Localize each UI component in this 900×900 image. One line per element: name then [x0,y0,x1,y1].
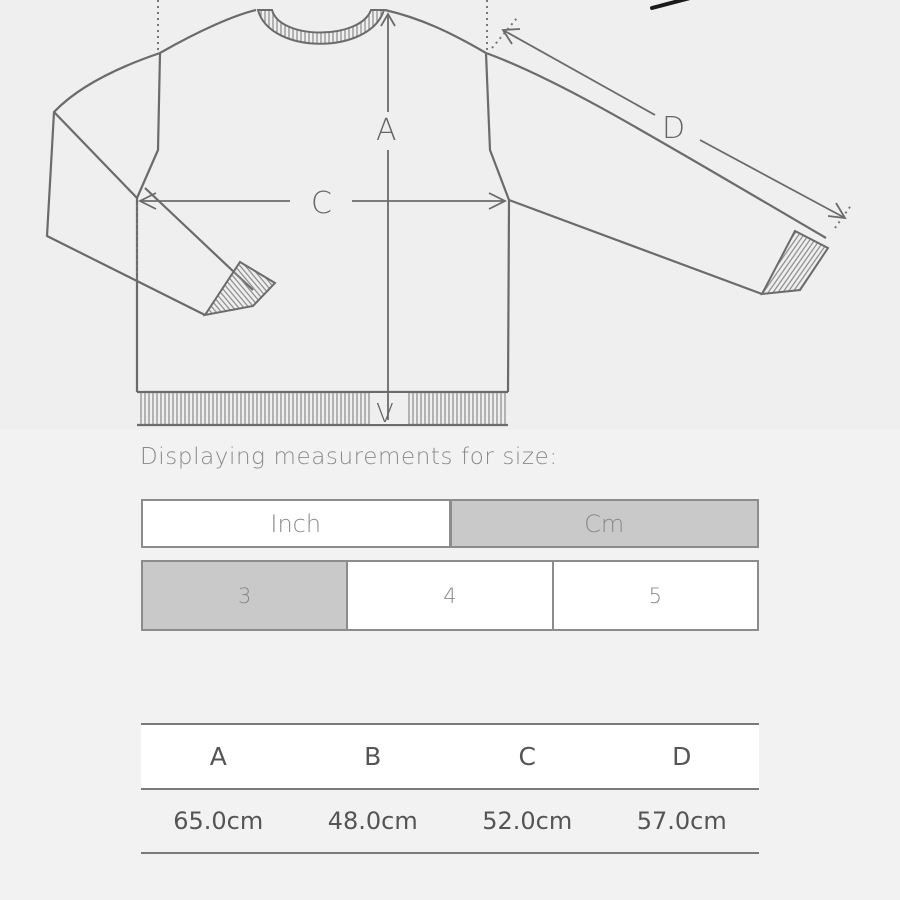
sweater-diagram [0,0,900,430]
size-5-button[interactable]: 5 [554,560,759,631]
table-header-row [141,723,759,790]
header-a: A [209,742,227,771]
sweater-illustration [0,0,900,430]
sweater-outline [47,10,826,425]
size-selector [141,560,759,631]
value-c: 52.0cm [482,807,573,835]
arrow-down-icon: V [376,399,394,429]
label-c: C [311,186,332,221]
unit-cm-button[interactable]: Cm [451,499,760,548]
value-d: 57.0cm [636,807,727,835]
unit-toggle [141,499,759,548]
guide-lines [137,0,852,280]
label-a: A [376,113,397,148]
measure-line-a [381,14,395,420]
right-cuff-rib [762,231,828,294]
label-d: D [662,111,686,146]
logo-stroke [652,0,690,8]
value-b: 48.0cm [327,807,418,835]
header-c: C [518,742,536,771]
left-cuff-rib [205,262,275,315]
value-a: 65.0cm [173,807,264,835]
size-4-button[interactable]: 4 [348,560,553,631]
measurements-table [141,723,759,854]
header-d: D [672,742,692,771]
size-3-button[interactable]: 3 [141,560,348,631]
header-b: B [364,742,382,771]
size-caption: Displaying measurements for size: [140,444,558,470]
collar-rib [258,10,384,44]
table-row [141,790,759,854]
hem-rib [139,393,507,424]
unit-inch-button[interactable]: Inch [141,499,451,548]
